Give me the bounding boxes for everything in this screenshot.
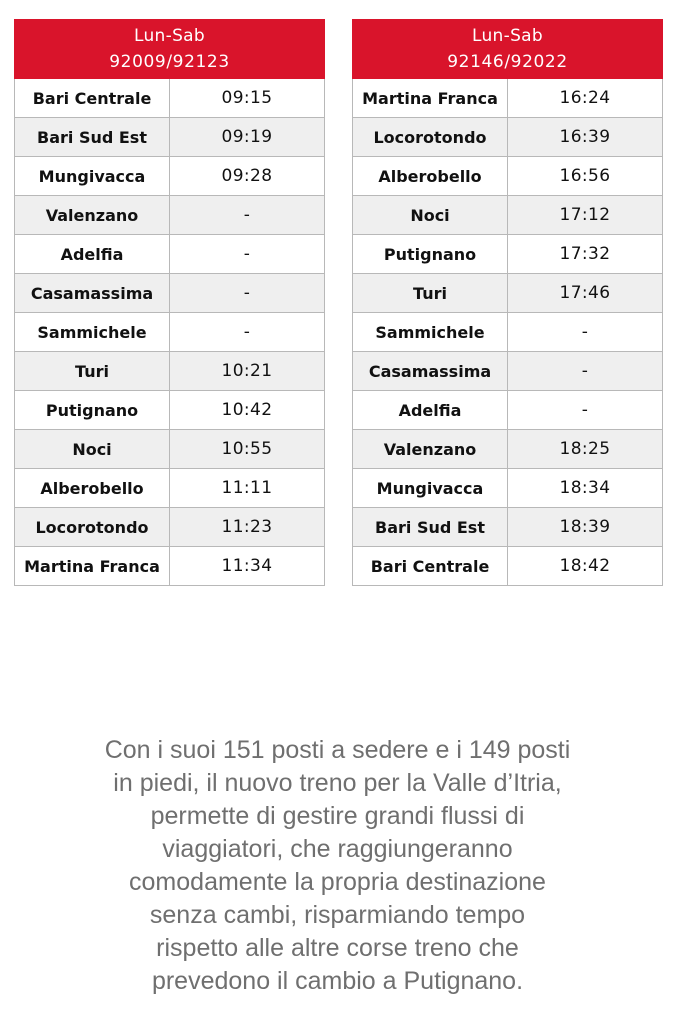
timetable-return — [352, 19, 663, 586]
table-row — [353, 352, 663, 391]
station-name: Bari Sud Est — [15, 118, 170, 157]
departure-time: - — [170, 313, 325, 352]
station-name: Turi — [353, 274, 508, 313]
departure-time: 10:55 — [170, 430, 325, 469]
paragraph-line: in piedi, il nuovo treno per la Valle d’Itria, — [113, 769, 562, 797]
table-row — [15, 196, 325, 235]
timetable-header — [353, 20, 663, 79]
table-row — [15, 469, 325, 508]
station-name: Putignano — [353, 235, 508, 274]
station-name: Mungivacca — [15, 157, 170, 196]
station-name: Locorotondo — [15, 508, 170, 547]
days-label: Lun-Sab — [134, 26, 205, 46]
paragraph-line: viaggiatori, che raggiungeranno — [162, 835, 513, 863]
departure-time: 11:11 — [170, 469, 325, 508]
departure-time: 16:24 — [508, 79, 663, 118]
station-name: Turi — [15, 352, 170, 391]
table-row — [353, 391, 663, 430]
station-name: Martina Franca — [15, 547, 170, 586]
table-row — [15, 157, 325, 196]
paragraph-line: senza cambi, risparmiando tempo — [149, 901, 526, 929]
station-name: Sammichele — [353, 313, 508, 352]
departure-time: 18:39 — [508, 508, 663, 547]
days-label: Lun-Sab — [472, 26, 543, 46]
station-name: Putignano — [15, 391, 170, 430]
table-row — [353, 235, 663, 274]
station-name: Sammichele — [15, 313, 170, 352]
table-row — [353, 508, 663, 547]
table-row — [353, 118, 663, 157]
departure-time: - — [170, 196, 325, 235]
table-row — [15, 313, 325, 352]
table-row — [15, 235, 325, 274]
departure-time: 11:23 — [170, 508, 325, 547]
station-name: Adelfia — [353, 391, 508, 430]
station-name: Valenzano — [353, 430, 508, 469]
table-row — [353, 157, 663, 196]
paragraph-line: permette di gestire grandi flussi di — [150, 802, 525, 830]
table-row — [353, 313, 663, 352]
station-name: Bari Centrale — [15, 79, 170, 118]
departure-time: - — [508, 391, 663, 430]
departure-time: 09:19 — [170, 118, 325, 157]
timetable-body — [15, 79, 325, 586]
article-paragraph — [40, 734, 635, 998]
train-numbers: 92009/92123 — [109, 52, 230, 72]
departure-time: - — [508, 313, 663, 352]
departure-time: 16:56 — [508, 157, 663, 196]
departure-time: 09:15 — [170, 79, 325, 118]
station-name: Mungivacca — [353, 469, 508, 508]
station-name: Alberobello — [15, 469, 170, 508]
timetable-body — [353, 79, 663, 586]
paragraph-line: prevedono il cambio a Putignano. — [151, 967, 524, 995]
departure-time: 18:34 — [508, 469, 663, 508]
timetable-outbound — [14, 19, 325, 586]
table-row — [15, 430, 325, 469]
train-numbers: 92146/92022 — [447, 52, 568, 72]
departure-time: 09:28 — [170, 157, 325, 196]
station-name: Casamassima — [353, 352, 508, 391]
station-name: Adelfia — [15, 235, 170, 274]
table-row — [15, 79, 325, 118]
departure-time: 17:12 — [508, 196, 663, 235]
departure-time: - — [170, 235, 325, 274]
station-name: Locorotondo — [353, 118, 508, 157]
departure-time: 16:39 — [508, 118, 663, 157]
timetable-header — [15, 20, 325, 79]
table-row — [15, 352, 325, 391]
table-row — [15, 508, 325, 547]
departure-time: 18:25 — [508, 430, 663, 469]
station-name: Casamassima — [15, 274, 170, 313]
table-row — [353, 274, 663, 313]
departure-time: - — [170, 274, 325, 313]
station-name: Martina Franca — [353, 79, 508, 118]
table-row — [15, 118, 325, 157]
departure-time: 17:46 — [508, 274, 663, 313]
station-name: Alberobello — [353, 157, 508, 196]
departure-time: 10:21 — [170, 352, 325, 391]
paragraph-line: Con i suoi 151 posti a sedere e i 149 posti — [104, 736, 571, 764]
departure-time: 11:34 — [170, 547, 325, 586]
station-name: Noci — [353, 196, 508, 235]
table-row — [353, 196, 663, 235]
table-row — [353, 547, 663, 586]
departure-time: 17:32 — [508, 235, 663, 274]
departure-time: 10:42 — [170, 391, 325, 430]
station-name: Bari Centrale — [353, 547, 508, 586]
paragraph-line: comodamente la propria destinazione — [129, 868, 546, 896]
departure-time: 18:42 — [508, 547, 663, 586]
table-row — [353, 430, 663, 469]
station-name: Noci — [15, 430, 170, 469]
table-row — [353, 79, 663, 118]
table-row — [15, 391, 325, 430]
station-name: Bari Sud Est — [353, 508, 508, 547]
table-row — [15, 547, 325, 586]
departure-time: - — [508, 352, 663, 391]
table-row — [353, 469, 663, 508]
table-row — [15, 274, 325, 313]
station-name: Valenzano — [15, 196, 170, 235]
paragraph-line: rispetto alle altre corse treno che — [156, 934, 519, 962]
